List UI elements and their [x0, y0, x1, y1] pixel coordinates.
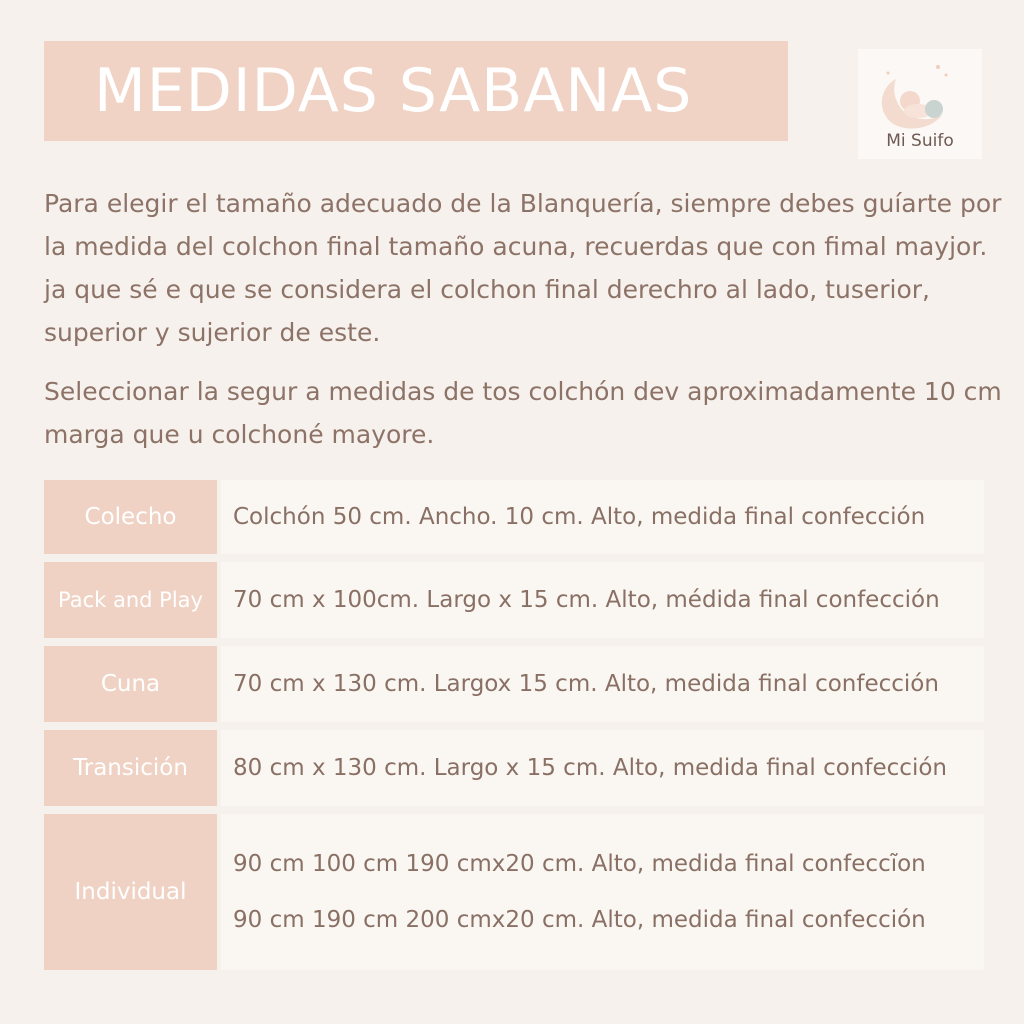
- row-label: Pack and Play: [44, 562, 217, 638]
- row-value: 70 cm x 130 cm. Largox 15 cm. Alto, medida final confección: [233, 671, 939, 697]
- intro-paragraph-2: Seleccionar la segur a medidas de tos colchón dev aproximadamente 10 cm marga que u colchoné mayore.: [44, 377, 1002, 449]
- row-value-cell: [221, 480, 984, 554]
- row-value-cell: [221, 562, 984, 638]
- intro-paragraph-1: Para elegir el tamaño adecuado de la Blanquería, siempre debes guíarte por la medida del colchon final tamaño acuna, recuerdas que con fimal mayjor. ja que sé e que se considera el colchon final derechro al lado, tuserior, superior y sujerior de este.: [44, 189, 1002, 347]
- page-title: MEDIDAS SABANAS: [94, 56, 693, 126]
- brand-logo: [858, 49, 982, 159]
- row-value-cell: [221, 730, 984, 806]
- intro-text: [44, 182, 1004, 472]
- row-value: 90 cm 190 cm 200 cmx20 cm. Alto, medida final confección: [233, 907, 926, 933]
- row-value-cell: [221, 814, 984, 970]
- row-label: Transición: [44, 730, 217, 806]
- row-label: Colecho: [44, 480, 217, 554]
- row-value: 80 cm x 130 cm. Largo x 15 cm. Alto, medida final confección: [233, 755, 947, 781]
- row-label: Cuna: [44, 646, 217, 722]
- row-value: Colchón 50 cm. Ancho. 10 cm. Alto, medida final confección: [233, 504, 926, 530]
- table-row-cuna: [44, 646, 984, 722]
- row-label: Individual: [44, 814, 217, 970]
- table-row-individual: [44, 814, 984, 970]
- brand-name: Mi Suifo: [886, 131, 954, 151]
- table-row-transicion: [44, 730, 984, 806]
- table-row-colecho: [44, 480, 984, 554]
- title-banner: [44, 41, 788, 141]
- row-value-cell: [221, 646, 984, 722]
- sizes-table: [44, 480, 984, 978]
- row-value: 70 cm x 100cm. Largo x 15 cm. Alto, médida final confección: [233, 587, 940, 613]
- table-row-pack-and-play: [44, 562, 984, 638]
- row-value: 90 cm 100 cm 190 cmx20 cm. Alto, medida final confeccĩon: [233, 851, 926, 877]
